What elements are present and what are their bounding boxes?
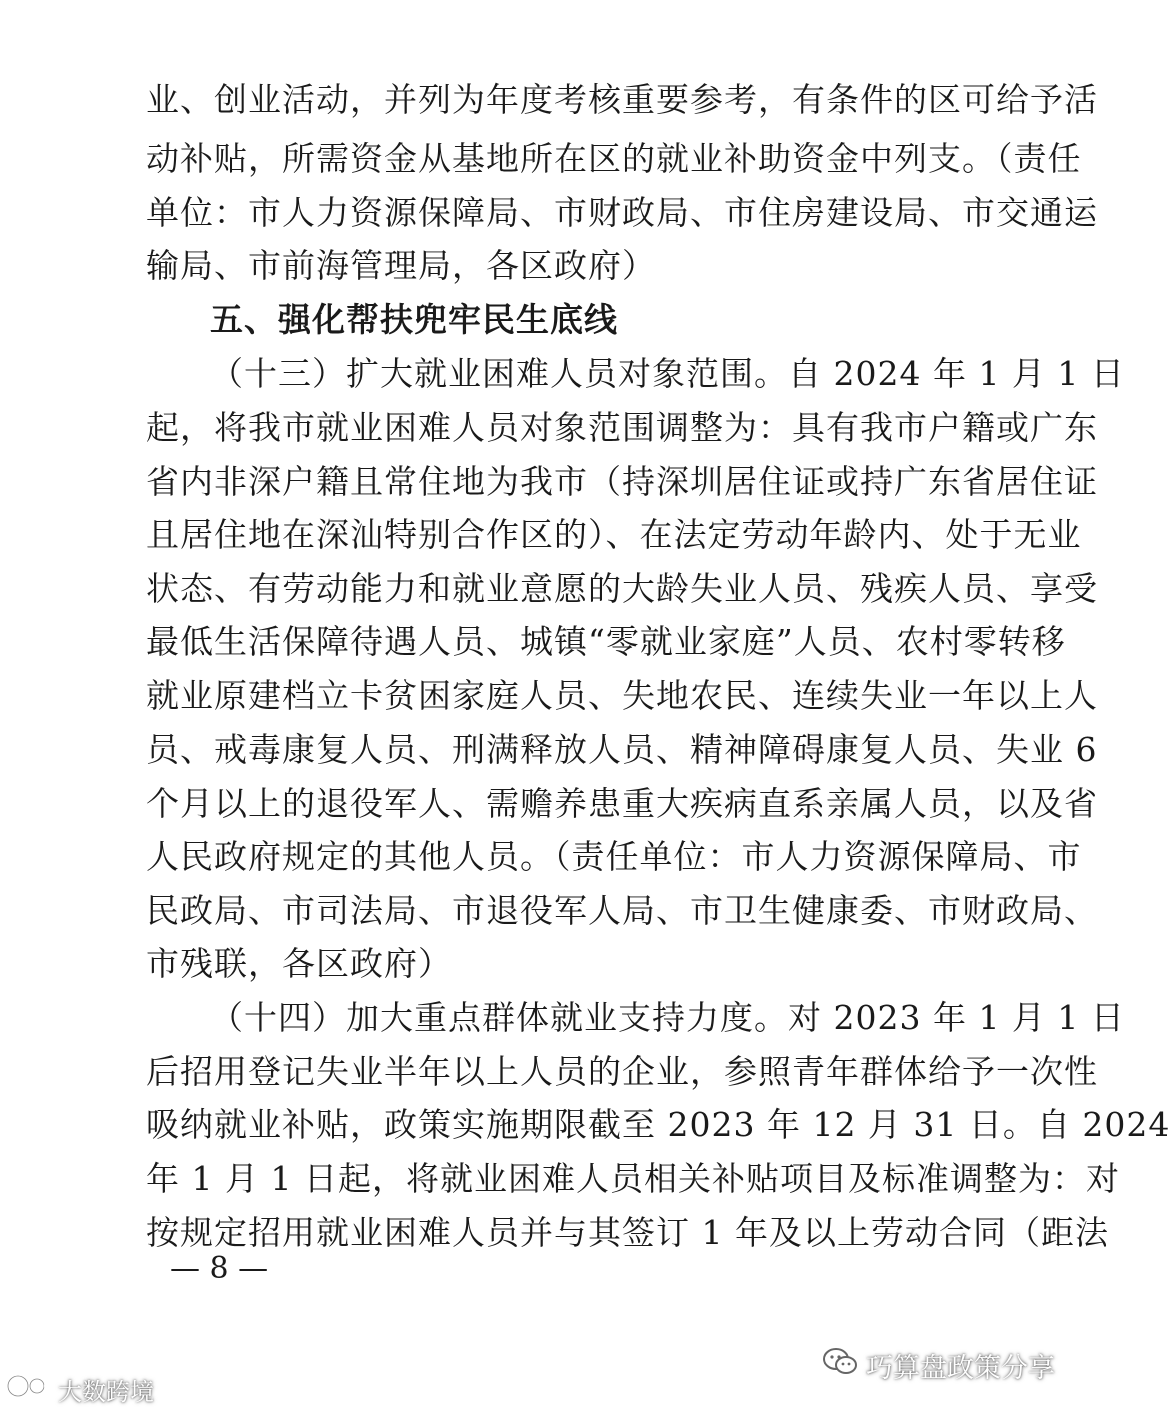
body-line-7: 起，将我市就业困难人员对象范围调整为：具有我市户籍或广东: [146, 408, 1098, 447]
paragraph-14-start: （十四）加大重点群体就业支持力度。对 2023 年 1 月 1 日: [210, 998, 1125, 1037]
site-logo-icon: [6, 1373, 52, 1405]
body-line-22: 按规定招用就业困难人员并与其签订 1 年及以上劳动合同（距法: [146, 1213, 1109, 1252]
wechat-account-name: 巧算盘政策分享: [866, 1352, 1055, 1384]
body-line-2: 动补贴，所需资金从基地所在区的就业补助资金中列支。（责任: [146, 139, 1082, 178]
wechat-icon: [822, 1347, 858, 1384]
body-line-12: 就业原建档立卡贫困家庭人员、失地农民、连续失业一年以上人: [146, 676, 1098, 715]
body-line-15: 人民政府规定的其他人员。（责任单位：市人力资源保障局、市: [146, 837, 1082, 876]
body-line-10: 状态、有劳动能力和就业意愿的大龄失业人员、残疾人员、享受: [146, 569, 1098, 608]
body-line-13: 员、戒毒康复人员、刑满释放人员、精神障碍康复人员、失业 6: [146, 730, 1098, 769]
body-line-14: 个月以上的退役军人、需赡养患重大疾病直系亲属人员，以及省: [146, 784, 1098, 823]
paragraph-13-start: （十三）扩大就业困难人员对象范围。自 2024 年 1 月 1 日: [210, 354, 1125, 393]
page-number: — 8 —: [170, 1251, 269, 1286]
body-line-16: 民政局、市司法局、市退役军人局、市卫生健康委、市财政局、: [146, 891, 1098, 930]
body-line-4: 输局、市前海管理局，各区政府）: [146, 246, 656, 285]
body-line-19: 后招用登记失业半年以上人员的企业，参照青年群体给予一次性: [146, 1052, 1098, 1091]
body-line-9: 且居住地在深汕特别合作区的）、在法定劳动年龄内、处于无业: [146, 515, 1082, 554]
body-line-11: 最低生活保障待遇人员、城镇“零就业家庭”人员、农村零转移: [146, 622, 1066, 661]
body-line-8: 省内非深户籍且常住地为我市（持深圳居住证或持广东省居住证: [146, 462, 1098, 501]
body-line-20: 吸纳就业补贴，政策实施期限截至 2023 年 12 月 31 日。自 2024: [146, 1105, 1170, 1144]
site-watermark: [6, 1372, 154, 1406]
body-line-17: 市残联，各区政府）: [146, 944, 452, 983]
body-line-21: 年 1 月 1 日起，将就业困难人员相关补贴项目及标准调整为：对: [146, 1159, 1120, 1198]
body-line-1: 业、创业活动，并列为年度考核重要参考，有条件的区可给予活: [146, 80, 1098, 119]
site-logo-text: 大数跨境: [58, 1377, 154, 1406]
body-line-3: 单位：市人力资源保障局、市财政局、市住房建设局、市交通运: [146, 193, 1098, 232]
wechat-watermark: [822, 1343, 1055, 1387]
section-heading: 五、强化帮扶兜牢民生底线: [210, 300, 618, 339]
